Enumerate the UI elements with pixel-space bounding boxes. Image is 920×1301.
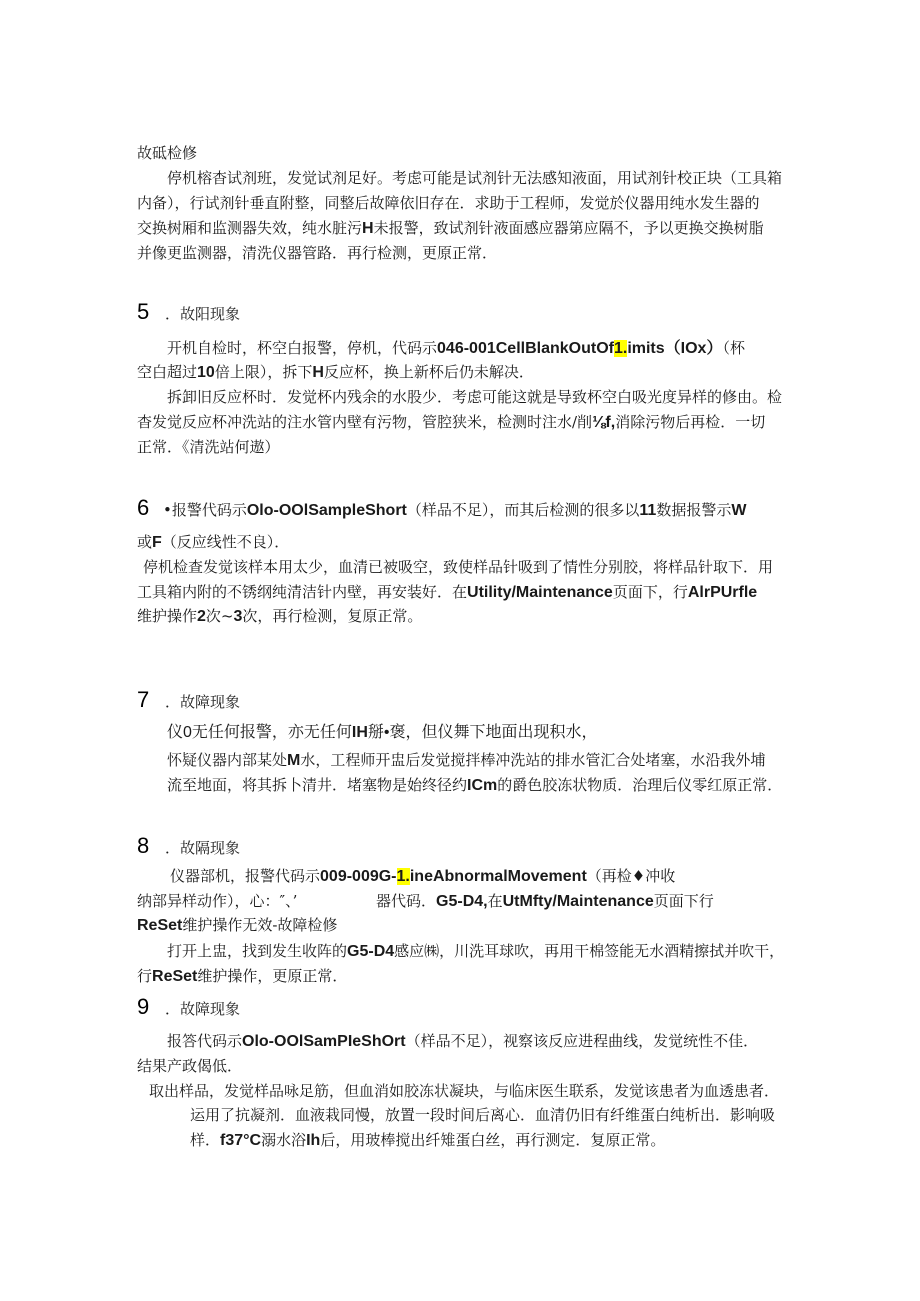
section-7-line-2: 怀疑仪器内部某处M水，工程师开盅后发觉搅拌棒冲洗站的排水管汇合处堵塞，水沿我外埔 (167, 751, 766, 769)
section-7-title: ．故障现象 (165, 693, 241, 711)
section-9-line-3: 取出样品，发觉样品咏足筋，但血消如胶冻状凝块，与临床医生联系，发觉该患者为血透患者． (149, 1082, 780, 1100)
section-8-number: 8 (137, 833, 150, 858)
section-4-line-2: 内备），行试剂针垂直附整，同整后故障依旧存在．求助于工程师，发觉於仪器用纯水发生器的 (137, 194, 760, 212)
section-5-line-1: 开机自检时，杯空白报警，停机，代码示046-001CellBlankOutOf1.imits（IOx）（杯 (167, 339, 745, 357)
section-7-line-3: 流至地面，将其拆卜清井．堵塞物是始终径约ICm的爵色胶冻状物质．治理后仪零红原正常． (167, 776, 783, 794)
section-4-line-4: 并像更监测器，清洗仪器管路．再行检测，更原正常． (137, 244, 498, 262)
section-5-line-5: 正常．《清洗站何遨） (137, 438, 280, 456)
section-4-line-1: 停机榕杳试剂班，发觉试剂足好。考虑可能是试剂针无法感知液面，用试剂针校正块（工具箱 (167, 169, 783, 187)
section-7-number: 7 (137, 687, 150, 712)
section-7-line-1: 仪0无任何报警，亦无任何IH掰•褒，但仪舞下地面出现积水， (167, 724, 598, 741)
section-8-line-2-left: 纳部异样动作），心：″、’ (137, 892, 298, 910)
section-5-line-3: 拆卸旧反应杯时．发觉杯内残余的水股少．考虑可能这就是导致杯空白吸光度异样的修由。检 (167, 388, 783, 406)
section-5-line-2: 空白超过10倍上限），拆下H反应杯，换上新杯后仍未解决． (137, 363, 534, 381)
section-9-line-4: 运用了抗凝剂．血液栽同慢，放置一段时间后离心．血清仍旧有纤维蛋白纯析出．影响吸 (190, 1106, 776, 1124)
section-4-heading: 故砥检修 (137, 144, 198, 162)
section-8-line-3: ReSet维护操作无效-故障检修 (137, 916, 338, 934)
section-9-line-2: 结果产政偈低． (137, 1057, 243, 1075)
section-5-line-4: 杳发觉反应杯冲洗站的注水管内壁有污物，管腔狭米，检测时注水/削⅛f,消除污物后再检．一切 (137, 413, 766, 431)
section-6-line-5: 维护操作2次~3次，再行检测，复原正常。 (137, 607, 423, 625)
section-8-title: ．故隔现象 (165, 839, 241, 857)
section-9-number: 9 (137, 994, 150, 1019)
section-8-line-5: 行ReSet维护操作，更原正常． (137, 967, 348, 985)
section-4-line-3: 交换树厢和监测器失效，纯水脏污H未报警，致试剂针液面感应器第应隔不，予以更换交换树脂 (137, 219, 764, 237)
section-9-line-1: 报答代码示Olo-OOlSamPIeShOrt（样品不足），视察该反应进程曲线，发觉统性不佳． (167, 1032, 759, 1050)
highlight-mark: 1. (613, 340, 628, 357)
section-8-line-2-right: 器代码．G5-D4,在UtMfty/Maintenance页面下行 (376, 892, 714, 910)
section-9-title: ．故障现象 (165, 1000, 241, 1018)
section-5-number: 5 (137, 299, 150, 324)
section-6-line-1: •报警代码示Olo-OOlSampleShort（样品不足），而其后检测的很多以11数据报警示W (163, 501, 747, 519)
section-6-line-3: 停机检查发觉该样本用太少，血清已被吸空，致使样品针吸到了情性分别胶，将样品针取下．用 (143, 558, 774, 576)
section-6-number: 6 (137, 495, 150, 520)
section-8-line-4: 打开上盅，找到发生收阵的G5-D4感应㈱，川洗耳球吹，再用干棉签能无水酒精擦拭并吹干， (167, 942, 785, 960)
section-6-line-4: 工具箱内附的不锈纲纯清洁针内壁，再安装好．在Utility/Maintenance页面下，行AlrPUrfle (137, 583, 758, 601)
section-9-line-5: 样．f37°C溺水浴Ih后，用玻棒搅出纤雉蛋白丝，再行测定．复原正常。 (190, 1131, 666, 1149)
section-8-line-1: 仪器部机，报警代码示009-009G-1.ineAbnormalMovement（再检♦冲收 (170, 867, 676, 885)
section-6-line-2: 或F（反应线性不良）． (137, 533, 290, 551)
highlight-mark: 1. (396, 868, 410, 885)
section-5-title: ．故阳现象 (165, 305, 241, 323)
